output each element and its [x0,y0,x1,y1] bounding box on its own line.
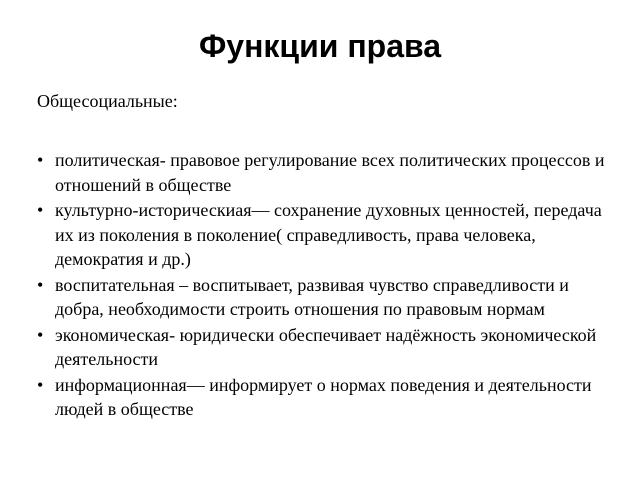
bullet-icon: • [37,274,44,295]
list-item-educational [37,273,607,322]
list-item-text: экономическая- юридически обеспечивает надёжность экономической деятельности [55,324,597,369]
list-item-economic [37,323,607,372]
list-item-text: политическая- правовое регулирование всех политических процессов и отношений в обществе [55,150,605,195]
section-subtitle: Общесоциальные: [37,91,178,111]
list-item-text: информационная— информирует о нормах поведения и деятельности людей в обществе [55,374,592,419]
list-item-text: воспитательная – воспитывает, развивая чувство справедливости и добра, необходимости строить отношения по правовым нормам [55,274,569,319]
list-item-text: культурно-историческиая— сохранение духовных ценностей, передача их из поколения в поколение( справедливость, права человека, демократия и др.) [55,200,602,269]
bullet-icon: • [37,150,44,170]
bullet-icon: • [37,324,44,345]
bullet-icon: • [37,200,44,220]
bullet-icon: • [37,374,44,395]
list-item-cultural-historical [37,198,607,272]
functions-list [37,148,607,423]
list-item-political [37,148,607,197]
list-item-informational [37,373,607,422]
slide-title: Функции права [198,28,442,64]
